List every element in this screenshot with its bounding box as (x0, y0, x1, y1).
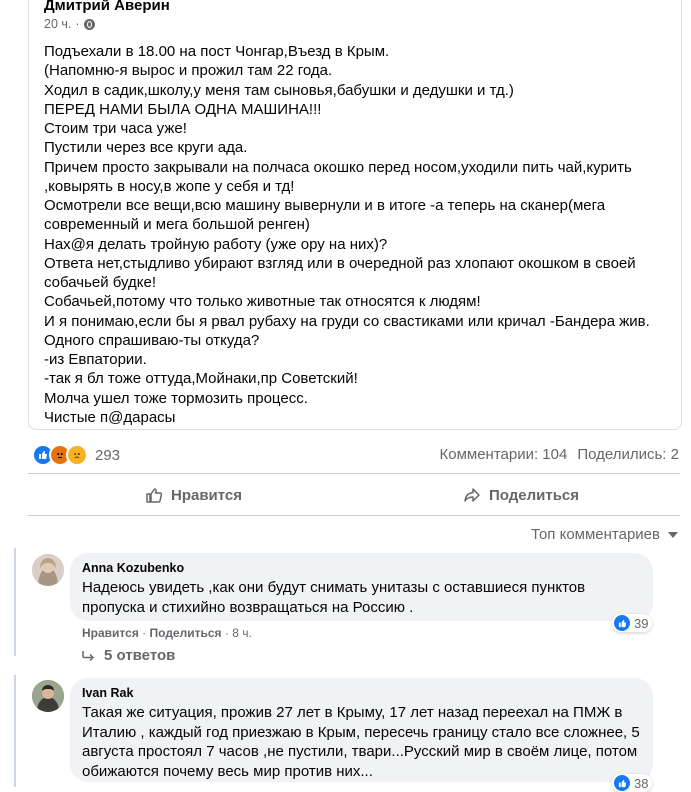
like-label: Нравится (171, 486, 243, 504)
like-button[interactable] (145, 486, 242, 504)
post-time[interactable]: 20 ч. (44, 17, 72, 31)
text-line: И я понимаю,если бы я рвал рубаху на груди со свастиками или кричал -Бандера жив. (44, 312, 650, 330)
divider (28, 473, 680, 474)
comment-likes-count: 38 (634, 775, 649, 791)
view-replies-link[interactable] (82, 647, 175, 664)
comment-reactions[interactable] (612, 774, 652, 792)
share-button[interactable] (463, 486, 579, 504)
share-arrow-icon (463, 486, 481, 504)
text-line: Подъехали в 18.00 на пост Чонгар,Въезд в Крым. (44, 43, 390, 60)
text-line: Собачьей,потому что только животные так относятся к людям! (44, 293, 481, 311)
comment-actions (82, 626, 252, 640)
thread-line (14, 548, 16, 656)
thumbs-up-icon (145, 486, 163, 504)
text-line: ,ковырять в носу,в жопе у себя и тд! (44, 177, 295, 195)
comment-bubble (70, 678, 653, 782)
reactions-summary[interactable] (32, 444, 120, 466)
like-reaction-icon (614, 615, 630, 631)
text-line: Надеюсь увидеть ,как они будут снимать унитазы с оставшиеся пунктов (82, 579, 586, 596)
text-line: Пустили через все круги ада. (44, 139, 248, 157)
sort-label: Топ комментариев (530, 526, 660, 543)
reply-arrow-icon (82, 650, 94, 662)
separator: · (142, 626, 147, 640)
text-line: Италию , каждый год приезжаю в Крым, пересечь границу стало все сложнее, 5 (82, 723, 640, 741)
globe-icon (84, 19, 95, 30)
text-line: Ответа нет,стыдливо убирают взгляд или в очередной раз хлопают окошком в своей (44, 254, 636, 272)
text-line: ПЕРЕД НАМИ БЫЛА ОДНА МАШИНА!!! (44, 100, 322, 118)
comment-author[interactable]: Ivan Rak (82, 686, 134, 700)
text-line: современный и мега большой ренген) (44, 216, 310, 234)
comment-likes-count: 39 (634, 615, 649, 631)
comments-count[interactable]: Комментарии: 104 (439, 446, 568, 463)
text-line: Стоим три часа уже! (44, 120, 187, 137)
text-line: собачьей будке! (44, 274, 157, 291)
post-author[interactable]: Дмитрий Аверин (44, 0, 170, 14)
avatar[interactable] (32, 680, 64, 712)
post-counts (440, 446, 680, 463)
comment-share-link[interactable]: Поделиться (149, 626, 222, 640)
comment-text (82, 703, 641, 781)
post-meta (44, 17, 95, 31)
reactions-count: 293 (95, 446, 121, 464)
shares-count[interactable]: Поделились: 2 (577, 446, 679, 463)
text-line: Одного спрашиваю-ты откуда? (44, 331, 260, 349)
text-line: обижаются почему весь мир против них... (82, 762, 373, 780)
comment-bubble (70, 553, 653, 621)
text-line: (Напомню-я вырос и прожил там 22 года. (44, 62, 333, 80)
text-line: Чистые п@дарасы (44, 408, 176, 426)
sad-reaction-icon (66, 444, 88, 466)
comment-time[interactable]: 8 ч. (232, 626, 252, 640)
comment-like-link[interactable]: Нравится (82, 626, 139, 640)
separator: · (224, 626, 229, 640)
text-line: Осмотрели все вещи,всю машину вывернули и в итоге -а теперь на сканер(мега (44, 197, 606, 214)
text-line: Нах@я делать тройную работу (уже ору на них)? (44, 235, 388, 253)
comments-sort-dropdown[interactable] (531, 526, 678, 543)
text-line: Ходил в садик,школу,у меня там сыновья,бабушки и дедушки и тд.) (44, 81, 514, 99)
post-body (44, 42, 674, 427)
comment-author[interactable]: Anna Kozubenko (82, 561, 185, 575)
text-line: Причем просто закрывали на полчаса окошко перед носом,уходили пить чай,курить (44, 158, 632, 176)
share-label: Поделиться (489, 486, 580, 504)
avatar[interactable] (32, 554, 64, 586)
text-line: августа простоял 7 часов ,не пустили, твари...Русский мир в своём лице, потом (82, 743, 638, 760)
comment-text (82, 578, 641, 617)
text-line: -из Евпатории. (44, 351, 147, 368)
text-line: Такая же ситуация, прожив 27 лет в Крыму, 17 лет назад переехал на ПМЖ в (82, 704, 623, 721)
text-line: Молча ушел тоже тормозить процесс. (44, 389, 308, 407)
meta-separator: · (75, 17, 80, 31)
text-line: -так я бл тоже оттуда,Мойнаки,пр Советский! (44, 370, 358, 388)
comment-reactions[interactable] (612, 614, 652, 632)
like-reaction-icon (614, 775, 630, 791)
divider (28, 515, 680, 516)
thread-line (14, 675, 16, 787)
dropdown-triangle-icon (668, 532, 678, 538)
text-line: пропуска и стихийно возвращаться на Россию . (82, 598, 414, 616)
replies-count: 5 ответов (104, 647, 176, 664)
